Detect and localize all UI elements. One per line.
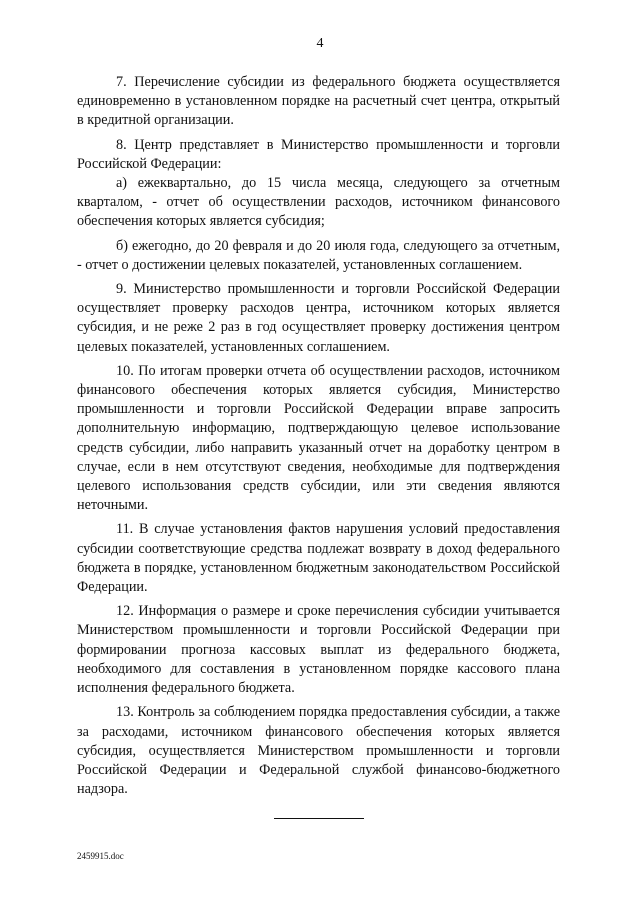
document-file-reference: 2459915.doc [77,851,124,861]
paragraph-8b: б) ежегодно, до 20 февраля и до 20 июля года, следующего за отчетным, - отчет о достижении целевых показателей, установленных соглашением. [77,237,560,273]
paragraph-8: 8. Центр представляет в Министерство промышленности и торговли Российской Федерации: [77,136,560,172]
document-body [77,73,560,804]
paragraph-9: 9. Министерство промышленности и торговли Российской Федерации осуществляет проверку расходов центра, источником которых является субсидия, и не реже 2 раз в год осуществляет проверку достижения центром целевых показателей, установленных соглашением. [77,281,560,355]
paragraph-7: 7. Перечисление субсидии из федерального бюджета осуществляется единовременно в установленном порядке на расчетный счет центра, открытый в кредитной организации. [77,74,560,129]
paragraph-11: 11. В случае установления фактов нарушения условий предоставления субсидии соответствующие средства подлежат возврату в доход федерального бюджета в порядке, установленном бюджетным законодательством Российской Федерации. [77,521,560,596]
paragraph-10: 10. По итогам проверки отчета об осуществлении расходов, источником финансового обеспечения которых является субсидия, Министерство промышленности и торговли Российской Федерации вправе запросить дополнительную информацию, подтверждающую целевое использование средств субсидии, либо направить указанный отчет на доработку центром в случае, если в нем отсутствуют сведения, необходимые для подтверждения целевого использования средств субсидии, или эти сведения являются неточными. [77,362,560,514]
page-number: 4 [316,36,324,51]
paragraph-8a: а) ежеквартально, до 15 числа месяца, следующего за отчетным кварталом, - отчет об осуществлении расходов, источником финансового обеспечения которых является субсидия; [77,175,560,230]
paragraph-12: 12. Информация о размере и сроке перечисления субсидии учитывается Министерством промышленности и торговли Российской Федерации при формировании прогноза кассовых выплат из федерального бюджета, необходимого для составления в установленном порядке кассового плана исполнения федерального бюджета. [77,603,560,697]
end-separator-line [274,818,364,819]
paragraph-13: 13. Контроль за соблюдением порядка предоставления субсидии, а также за расходами, источником финансового обеспечения которых является субсидия, осуществляется Министерством промышленности и торговли Российской Федерации и Федеральной службой финансово-бюджетного надзора. [77,704,560,798]
